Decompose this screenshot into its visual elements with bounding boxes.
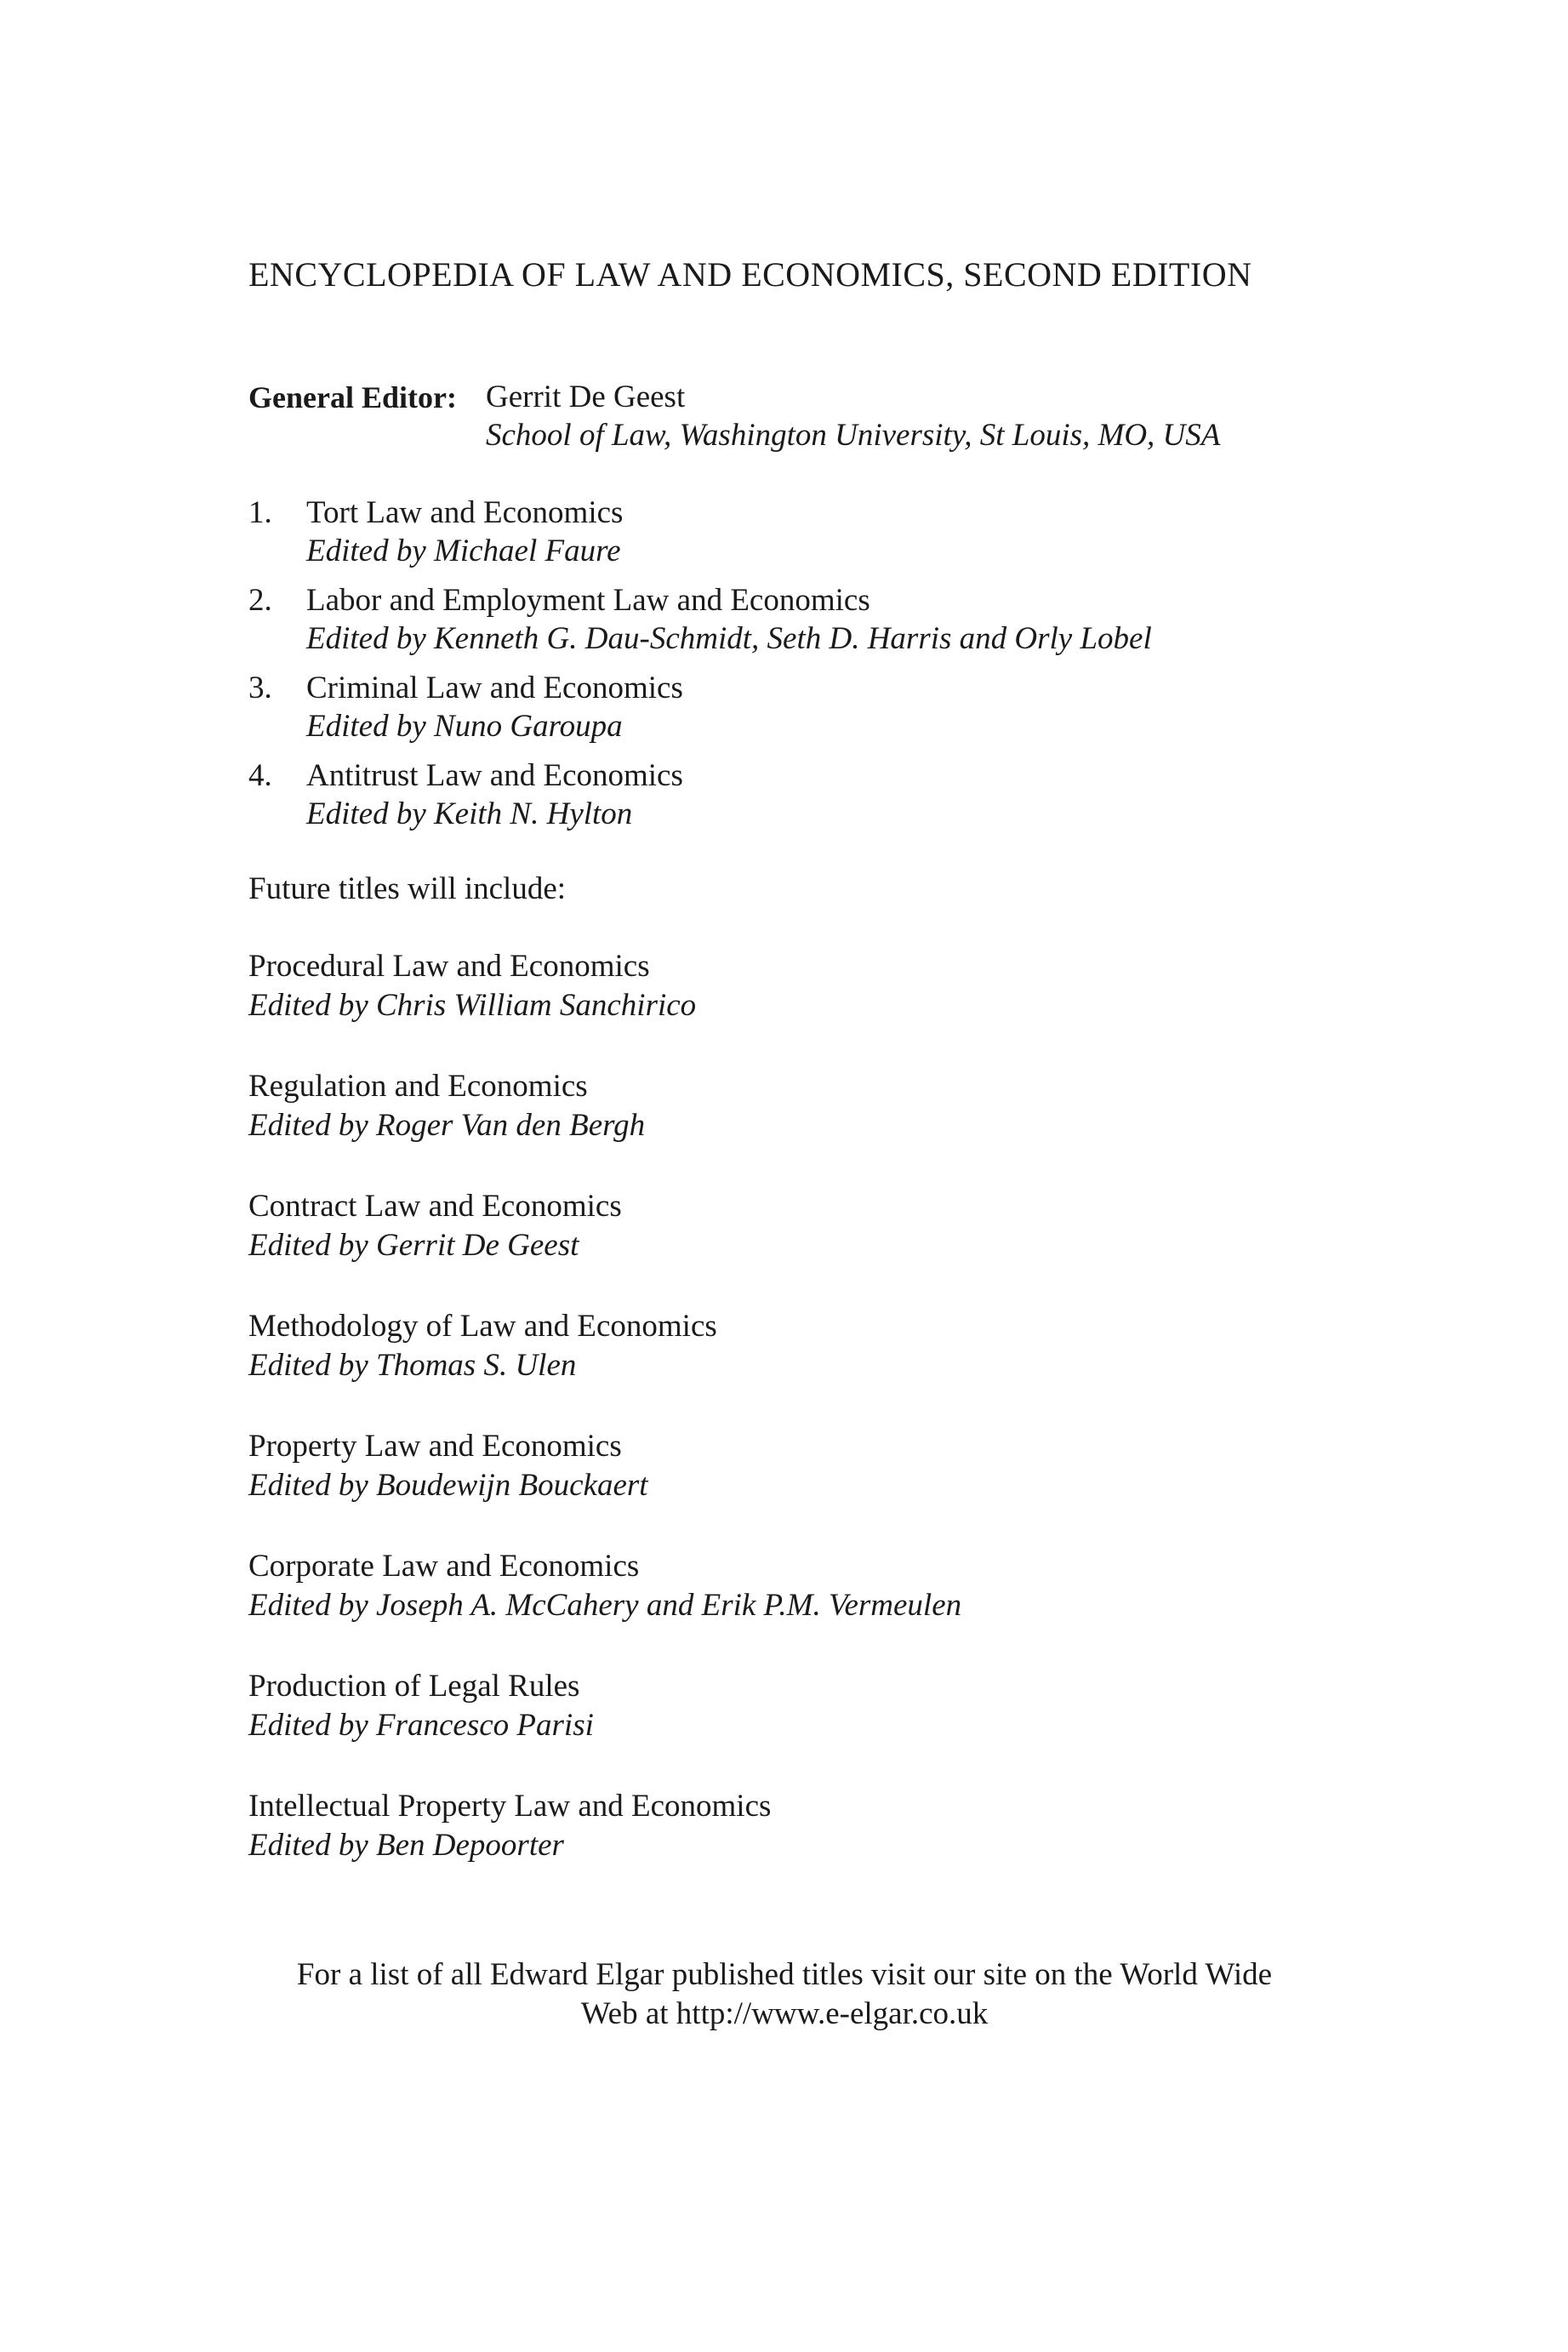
future-title: Regulation and Economics — [248, 1069, 588, 1104]
future-titles-list — [248, 947, 1354, 1907]
future-title-item — [248, 1307, 1354, 1427]
volume-item — [248, 756, 1354, 844]
volume-title: Tort Law and Economics — [306, 495, 624, 530]
future-title-editor: Edited by Joseph A. McCahery and Erik P.M. Vermeulen — [248, 1588, 962, 1623]
future-title: Property Law and Economics — [248, 1429, 622, 1464]
volume-title: Antitrust Law and Economics — [306, 758, 683, 793]
volume-editor: Edited by Keith N. Hylton — [306, 796, 633, 831]
future-title-editor: Edited by Ben Depoorter — [248, 1828, 564, 1863]
publisher-footer-note — [248, 1955, 1320, 2034]
volume-editor: Edited by Kenneth G. Dau-Schmidt, Seth D. Harris and Orly Lobel — [306, 621, 1152, 656]
future-titles-intro: Future titles will include: — [248, 871, 567, 906]
volume-number: 3. — [248, 671, 272, 705]
future-title: Contract Law and Economics — [248, 1189, 622, 1224]
future-title-editor: Edited by Francesco Parisi — [248, 1708, 594, 1743]
future-title-item — [248, 1427, 1354, 1547]
general-editor-name: Gerrit De Geest — [486, 380, 686, 414]
volume-editor: Edited by Michael Faure — [306, 534, 621, 568]
volume-number: 1. — [248, 495, 272, 530]
volume-title: Labor and Employment Law and Economics — [306, 583, 870, 618]
future-title-item — [248, 1547, 1354, 1667]
general-editor-affiliation: School of Law, Washington University, St Louis, MO, USA — [486, 418, 1221, 453]
future-title: Production of Legal Rules — [248, 1669, 580, 1704]
volume-number: 4. — [248, 758, 272, 793]
future-title-item — [248, 1187, 1354, 1307]
footer-line-2: Web at http://www.e-elgar.co.uk — [580, 1996, 989, 2031]
volume-item — [248, 669, 1354, 756]
future-title-item — [248, 1787, 1354, 1907]
future-title-editor: Edited by Gerrit De Geest — [248, 1228, 579, 1263]
volume-number: 2. — [248, 583, 272, 618]
future-title: Intellectual Property Law and Economics — [248, 1789, 772, 1824]
general-editor-label: General Editor: — [248, 380, 457, 414]
future-title-editor: Edited by Thomas S. Ulen — [248, 1348, 577, 1383]
volume-editor: Edited by Nuno Garoupa — [306, 709, 623, 744]
future-title-item — [248, 1667, 1354, 1787]
future-title: Procedural Law and Economics — [248, 949, 650, 984]
volume-item — [248, 494, 1354, 581]
future-title-editor: Edited by Chris William Sanchirico — [248, 988, 697, 1023]
future-title: Methodology of Law and Economics — [248, 1309, 717, 1344]
future-title-item — [248, 1067, 1354, 1187]
future-title-item — [248, 947, 1354, 1067]
volume-item — [248, 581, 1354, 669]
volume-title: Criminal Law and Economics — [306, 671, 683, 705]
series-title: ENCYCLOPEDIA OF LAW AND ECONOMICS, SECOND EDITION — [248, 255, 1252, 294]
future-title: Corporate Law and Economics — [248, 1549, 640, 1584]
footer-line-1: For a list of all Edward Elgar published titles visit our site on the World Wide — [296, 1957, 1273, 1992]
published-volumes-list — [248, 494, 1354, 844]
future-title-editor: Edited by Boudewijn Bouckaert — [248, 1468, 648, 1503]
future-title-editor: Edited by Roger Van den Bergh — [248, 1108, 646, 1143]
